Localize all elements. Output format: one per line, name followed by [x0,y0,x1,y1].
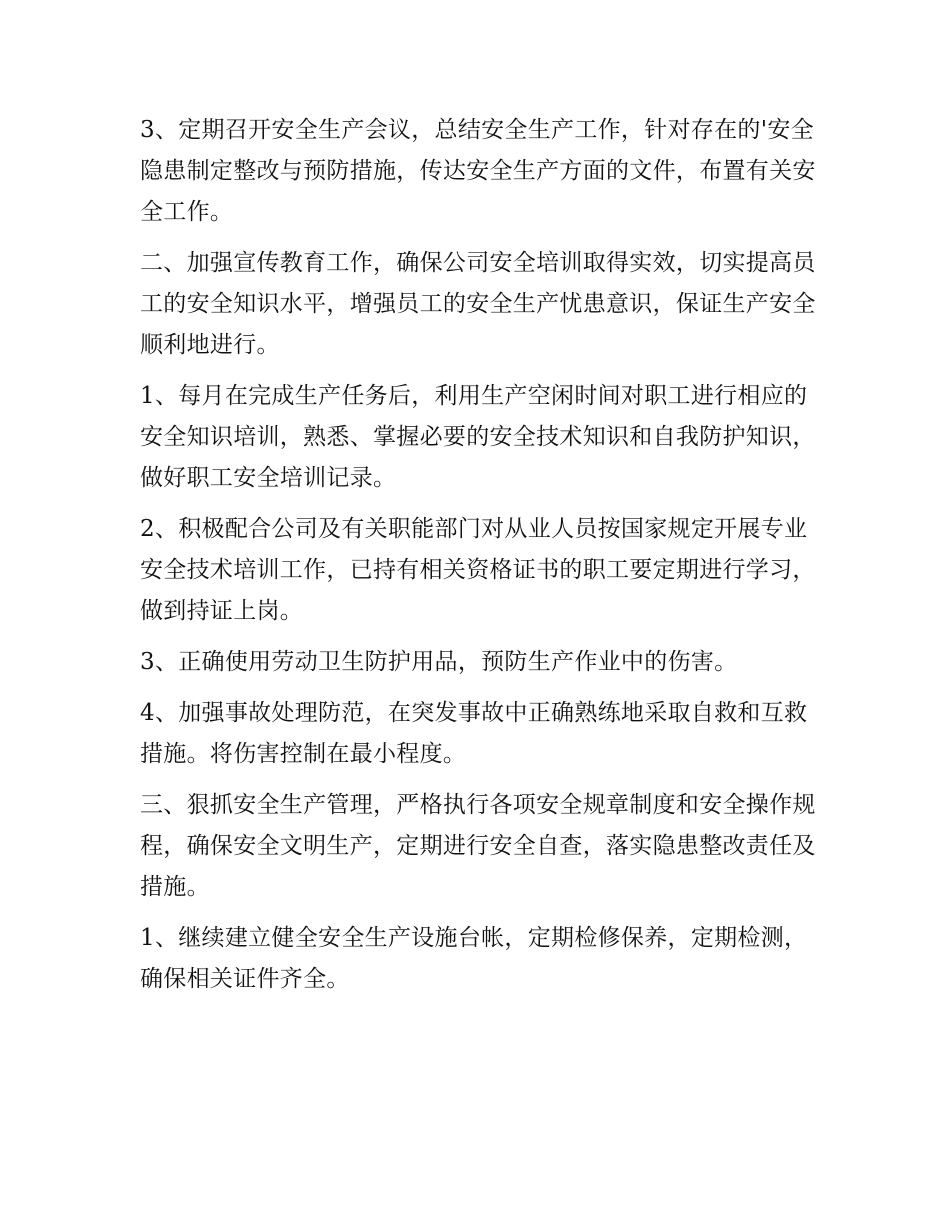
paragraph-monthly-training: 1、每月在完成生产任务后，利用生产空闲时间对职工进行相应的安全知识培训，熟悉、掌握必要的安全技术知识和自我防护知识，做好职工安全培训记录。 [140,383,816,491]
document-body [140,110,820,1010]
paragraph-accident-prevention: 4、加强事故处理防范，在突发事故中正确熟练地采取自救和互救措施。将伤害控制在最小程度。 [140,700,808,767]
paragraph-section-two-heading: 二、加强宣传教育工作，确保公司安全培训取得实效，切实提高员工的安全知识水平，增强员工的安全生产忧患意识，保证生产安全顺利地进行。 [140,250,816,358]
paragraph-meeting: 3、定期召开安全生产会议，总结安全生产工作，针对存在的'安全隐患制定整改与预防措施，传达安全生产方面的文件，布置有关安全工作。 [140,117,816,225]
paragraph-facility-ledger: 1、继续建立健全安全生产设施台帐，定期检修保养，定期检测，确保相关证件齐全。 [140,925,808,992]
paragraph-protective-equipment: 3、正确使用劳动卫生防护用品，预防生产作业中的伤害。 [140,649,738,675]
paragraph-section-three-heading: 三、狠抓安全生产管理，严格执行各项安全规章制度和安全操作规程，确保安全文明生产，定期进行安全自查，落实隐患整改责任及措施。 [140,792,816,900]
paragraph-professional-training: 2、积极配合公司及有关职能部门对从业人员按国家规定开展专业安全技术培训工作，已持有相关资格证书的职工要定期进行学习，做到持证上岗。 [140,516,816,624]
